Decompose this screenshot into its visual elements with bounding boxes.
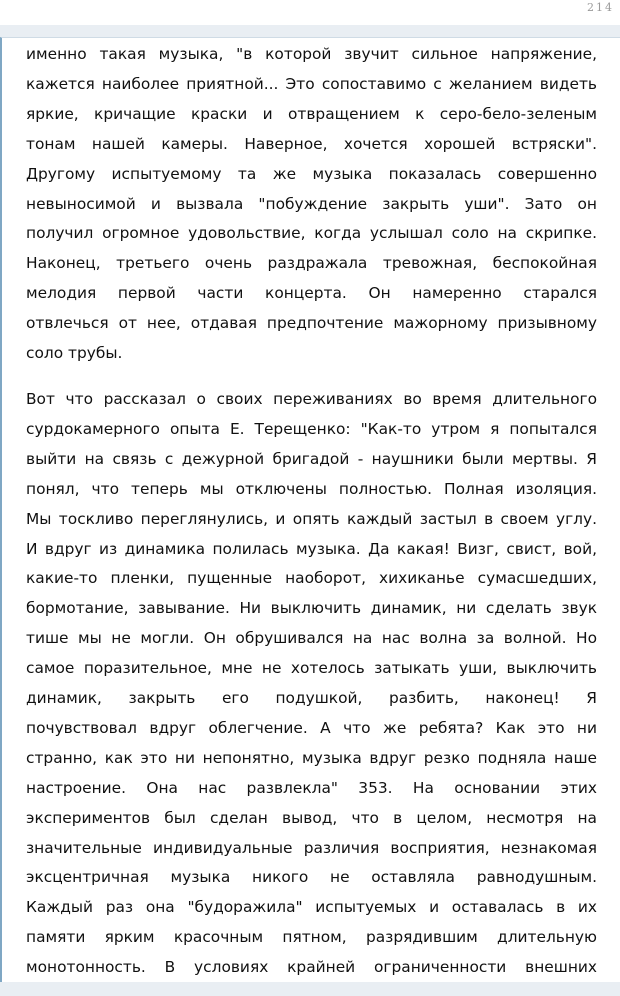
text-line: кажется наиболее приятной... Это сопоставимо с желанием видеть	[26, 74, 597, 93]
text-line: получил огромное удовольствие, когда услышал соло на скрипке.	[26, 224, 597, 243]
text-line: почувствовал вдруг облегчение. А что же ребята? Как это ни	[26, 718, 597, 737]
text-line-final: соло трубы.	[26, 344, 123, 363]
header-band	[0, 25, 620, 37]
text-line: экспериментов был сделан вывод, что в целом, несмотря на	[26, 808, 597, 827]
footer-band	[0, 982, 620, 996]
text-line: тише мы не могли. Он обрушивался на нас волна за волной. Но	[26, 629, 597, 648]
text-line: невыносимой и вызвала "побуждение закрыть уши". Зато он	[26, 194, 597, 213]
body-text	[26, 40, 597, 983]
text-line: Наконец, третьего очень раздражала тревожная, беспокойная	[26, 254, 597, 273]
page-header	[0, 0, 620, 28]
text-line: динамик, закрыть его подушкой, разбить, наконец! Я	[26, 689, 597, 708]
text-line: тонам нашей камеры. Наверное, хочется хорошей встряски".	[26, 134, 597, 153]
text-line: отвлечься от нее, отдавая предпочтение мажорному призывному	[26, 314, 597, 333]
text-line: странно, как это ни непонятно, музыка вдруг резко подняла наше	[26, 748, 597, 767]
text-line: яркие, кричащие краски и отвращением к серо-бело-зеленым	[26, 104, 597, 123]
text-line: памяти ярким красочным пятном, разрядившим длительную	[26, 928, 597, 947]
paragraph-1	[26, 40, 597, 369]
paragraph-gap	[26, 369, 597, 385]
text-line: эксцентричная музыка никого не оставляла равнодушным.	[26, 868, 597, 887]
text-line: монотонность. В условиях крайней ограниченности внешних	[26, 958, 597, 977]
text-line: какие-то пленки, пущенные наоборот, хихиканье сумасшедших,	[26, 569, 597, 588]
paragraph-2	[26, 385, 597, 983]
text-line: значительные индивидуальные различия восприятия, незнакомая	[26, 838, 597, 857]
text-line: самое поразительное, мне не хотелось затыкать уши, выключить	[26, 659, 597, 678]
text-line: именно такая музыка, "в которой звучит сильное напряжение,	[26, 45, 597, 63]
text-line: Мы тоскливо переглянулись, и опять каждый застыл в своем углу.	[26, 509, 597, 528]
text-line: мелодия первой части концерта. Он намеренно старался	[26, 284, 597, 303]
text-line: сурдокамерного опыта Е. Терещенко: "Как-то утром я попытался	[26, 419, 597, 438]
text-line: понял, что теперь мы отключены полностью. Полная изоляция.	[26, 479, 597, 498]
text-line: Другому испытуемому та же музыка показалась совершенно	[26, 164, 597, 183]
text-line: выйти на связь с дежурной бригадой - наушники были мертвы. Я	[26, 449, 597, 468]
text-line: бормотание, завывание. Ни выключить динамик, ни сделать звук	[26, 599, 597, 618]
page-number: 214	[587, 1, 614, 14]
text-line: Вот что рассказал о своих переживаниях во время длительного	[26, 389, 597, 408]
text-line: настроение. Она нас развлекла" 353. На основании этих	[26, 778, 597, 797]
text-line: И вдруг из динамика полилась музыка. Да какая! Визг, свист, вой,	[26, 539, 597, 558]
text-line: Каждый раз она "будоражила" испытуемых и оставалась в их	[26, 898, 597, 917]
